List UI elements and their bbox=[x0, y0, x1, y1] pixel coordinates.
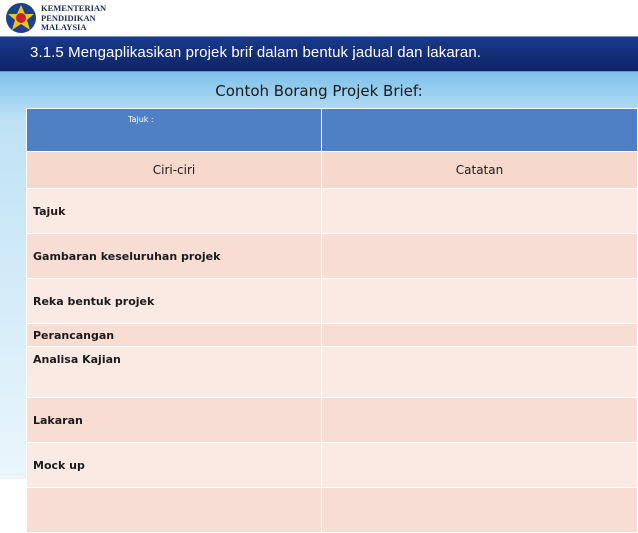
ciri-cell: Reka bentuk projek bbox=[27, 279, 322, 324]
table-row bbox=[27, 234, 638, 279]
ciri-cell: Tajuk bbox=[27, 189, 322, 234]
table-title-row bbox=[27, 109, 638, 152]
column-header-catatan: Catatan bbox=[321, 152, 637, 189]
table-row bbox=[27, 488, 638, 533]
table-row bbox=[27, 279, 638, 324]
catatan-cell[interactable] bbox=[321, 443, 637, 488]
top-header-bar bbox=[0, 0, 638, 36]
catatan-cell[interactable] bbox=[321, 347, 637, 398]
catatan-cell[interactable] bbox=[321, 189, 637, 234]
catatan-cell[interactable] bbox=[321, 279, 637, 324]
catatan-cell[interactable] bbox=[321, 398, 637, 443]
column-header-ciri: Ciri-ciri bbox=[27, 152, 322, 189]
table-row bbox=[27, 324, 638, 347]
ciri-cell: Perancangan bbox=[27, 324, 322, 347]
table-row bbox=[27, 398, 638, 443]
slide-title: 3.1.5 Mengaplikasikan projek brif dalam bentuk jadual dan lakaran. bbox=[30, 44, 482, 61]
project-brief-table bbox=[26, 108, 638, 533]
ciri-cell: Gambaran keseluruhan projek bbox=[27, 234, 322, 279]
ciri-cell: Lakaran bbox=[27, 398, 322, 443]
slide-subtitle: Contoh Borang Projek Brief: bbox=[215, 82, 423, 100]
table-row bbox=[27, 189, 638, 234]
table-column-header-row bbox=[27, 152, 638, 189]
ciri-cell bbox=[27, 488, 322, 533]
table-row bbox=[27, 347, 638, 398]
title-band bbox=[0, 36, 638, 72]
ministry-crest-icon bbox=[5, 2, 37, 34]
ministry-logo bbox=[5, 2, 135, 34]
tajuk-value-cell[interactable] bbox=[321, 109, 637, 152]
catatan-cell[interactable] bbox=[321, 234, 637, 279]
logo-text: KEMENTERIAN PENDIDIKAN MALAYSIA bbox=[41, 3, 107, 32]
ciri-cell: Mock up bbox=[27, 443, 322, 488]
catatan-cell[interactable] bbox=[321, 488, 637, 533]
table-row bbox=[27, 443, 638, 488]
ciri-cell: Analisa Kajian bbox=[27, 347, 322, 398]
catatan-cell[interactable] bbox=[321, 324, 637, 347]
tajuk-label-cell: Tajuk : bbox=[27, 109, 322, 152]
